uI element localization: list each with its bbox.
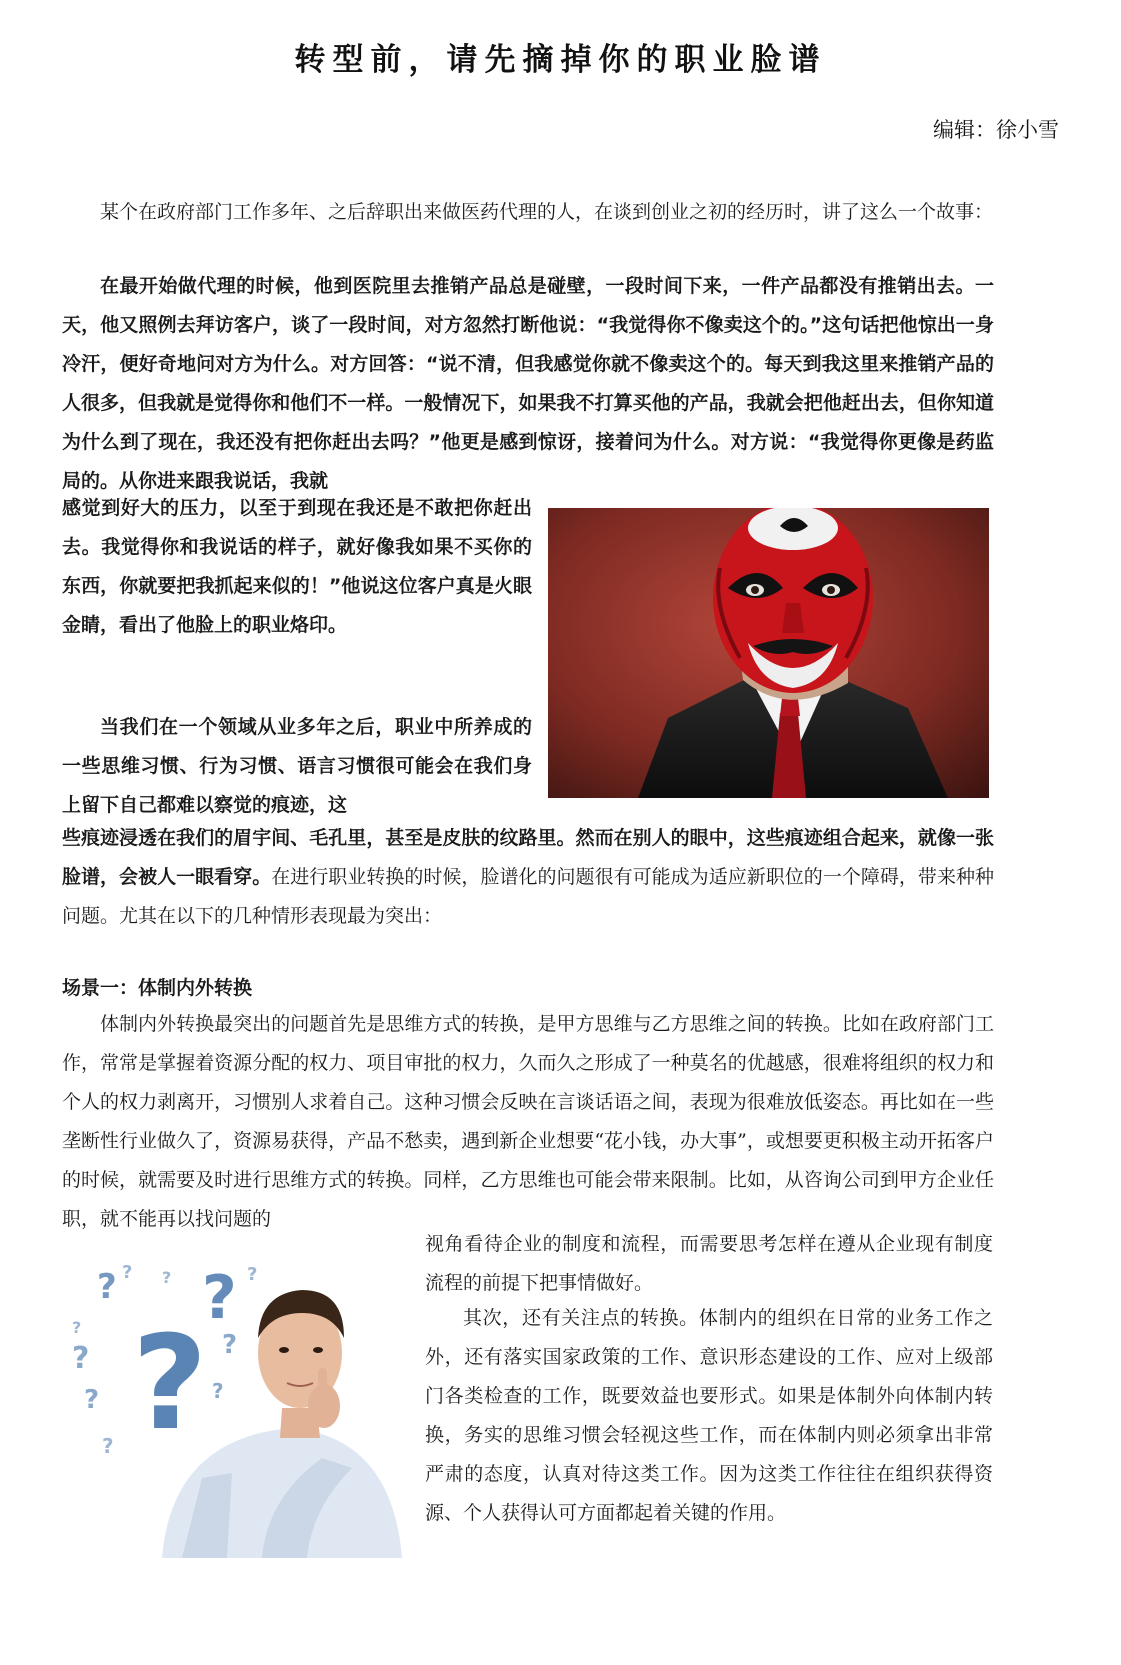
- svg-text:?: ?: [72, 1318, 82, 1337]
- svg-text:?: ?: [102, 1434, 114, 1458]
- scene1-heading: 场景一：体制内外转换: [62, 977, 253, 999]
- svg-text:?: ?: [122, 1262, 133, 1283]
- svg-text:?: ?: [132, 1307, 208, 1459]
- scene1-focus-paragraph: 其次，还有关注点的转换。体制内的组织在日常的业务工作之外，还有落实国家政策的工作、意识形态建设的工作、应对上级部门各类检查的工作，既要效益也要形式。如果是体制外向体制内转换，务实的思维习惯会轻视这些工作，而在体制内则必须拿出非常严肃的态度，认真对待这类工作。因为这类工作往往在组织获得资源、个人获得认可方面都起着关键的作用。: [425, 1307, 993, 1524]
- svg-text:?: ?: [84, 1385, 100, 1415]
- habit-paragraph-full: [62, 819, 994, 936]
- habit-normal-text: 在进行职业转换的时候，脸谱化的问题很有可能成为适应新职位的一个障碍，带来种种问题。尤其在以下的几种情形表现最为突出：: [62, 866, 994, 927]
- svg-text:?: ?: [72, 1341, 90, 1376]
- svg-text:?: ?: [97, 1267, 117, 1307]
- intro-paragraph: 某个在政府部门工作多年、之后辞职出来做医药代理的人，在谈到创业之初的经历时，讲了这么一个故事：: [100, 201, 994, 223]
- story-paragraph-side: 感觉到好大的压力，以至于到现在我还是不敢把你赶出去。我觉得你和我说话的样子，就好像我如果不买你的东西，你就要把我抓起来似的！”他说这位客户真是火眼金睛，看出了他脸上的职业烙印。: [62, 497, 532, 636]
- editor-credit: 编辑：徐小雪: [933, 118, 1059, 142]
- habit-paragraph-side: 当我们在一个领域从业多年之后，职业中所养成的一些思维习惯、行为习惯、语言习惯很可能会在我们身上留下自己都难以察觉的痕迹，这: [62, 716, 532, 816]
- scene1-paragraph-side: 视角看待企业的制度和流程，而需要思考怎样在遵从企业现有制度流程的前提下把事情做好。: [425, 1233, 993, 1294]
- thinking-man-illustration: [62, 1258, 410, 1558]
- svg-text:?: ?: [212, 1379, 224, 1403]
- habit-bold-text: 些痕迹浸透在我们的眉宇间、毛孔里，甚至是皮肤的纹路里。然而在别人的眼中，这些痕迹组合起来，就像一张脸谱，会被人一眼看穿。: [62, 827, 994, 888]
- opera-mask-photo: [548, 508, 989, 798]
- article-title: 转型前，请先摘掉你的职业脸谱: [294, 42, 827, 78]
- story-paragraph-top: 在最开始做代理的时候，他到医院里去推销产品总是碰壁，一段时间下来，一件产品都没有推销出去。一天，他又照例去拜访客户，谈了一段时间，对方忽然打断他说：“我觉得你不像卖这个的。”这句话把他惊出一身冷汗，便好奇地问对方为什么。对方回答：“说不清，但我感觉你就不像卖这个的。每天到我这里来推销产品的人很多，但我就是觉得你和他们不一样。一般情况下，如果我不打算买他的产品，我就会把他赶出去，但你知道为什么到了现在，我还没有把你赶出去吗？”他更是感到惊讶，接着问为什么。对方说：“我觉得你更像是药监局的。从你进来跟我说话，我就: [62, 275, 994, 492]
- opera-mask-man-illustration: [548, 508, 989, 798]
- svg-text:?: ?: [202, 1263, 237, 1333]
- scene1-paragraph-full: 体制内外转换最突出的问题首先是思维方式的转换，是甲方思维与乙方思维之间的转换。比如在政府部门工作，常常是掌握着资源分配的权力、项目审批的权力，久而久之形成了一种莫名的优越感，很难将组织的权力和个人的权力剥离开，习惯别人求着自己。这种习惯会反映在言谈话语之间，表现为很难放低姿态。再比如在一些垄断性行业做久了，资源易获得，产品不愁卖，遇到新企业想要“花小钱，办大事”，或想要更积极主动开拓客户的时候，就需要及时进行思维方式的转换。同样，乙方思维也可能会带来限制。比如，从咨询公司到甲方企业任职，就不能再以找问题的: [62, 1013, 994, 1230]
- thinking-man-photo: [62, 1258, 410, 1558]
- svg-text:?: ?: [162, 1268, 172, 1287]
- svg-text:?: ?: [222, 1330, 238, 1360]
- svg-text:?: ?: [247, 1264, 258, 1285]
